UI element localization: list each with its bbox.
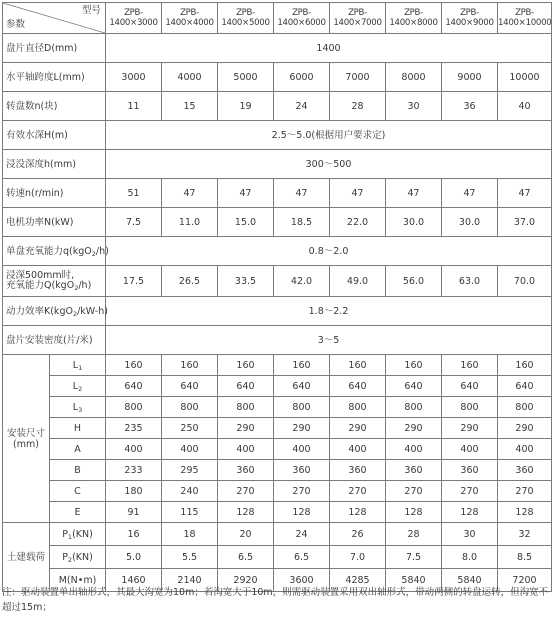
cell-value: 11 [106,92,162,121]
cell-value: 6.5 [218,546,274,569]
cell-value: 7.5 [386,546,442,569]
model-header: ZPB-1400×5000 [218,3,274,34]
cell-value: 160 [218,355,274,376]
cell-value: 7.5 [106,208,162,237]
density-row [3,326,552,355]
civil-symbol [50,523,106,546]
row-label [3,297,106,326]
cell-value: 24 [274,92,330,121]
symbol-text: L [72,401,79,413]
cell-value: 290 [218,418,274,439]
cell-value: 800 [106,397,162,418]
cell-value: 3000 [106,63,162,92]
cell-value: 18 [162,523,218,546]
cell-value: 30.0 [442,208,498,237]
model-header: ZPB-1400×4000 [162,3,218,34]
label-part: /h) [78,280,92,291]
symbol-text: P [62,528,68,540]
cell-value: 30 [386,92,442,121]
cell-value: 640 [106,376,162,397]
cell-value: 49.0 [330,266,386,297]
cell-value: 400 [330,439,386,460]
cell-value: 640 [442,376,498,397]
symbol-text: L [72,359,79,371]
symbol-text: C [74,485,81,497]
symbol-text: E [74,506,81,518]
cell-value: 70.0 [498,266,552,297]
symbol-text: B [74,464,81,476]
cell-value: 640 [274,376,330,397]
cell-value: 640 [162,376,218,397]
cell-value: 5.0 [106,546,162,569]
cell-value: 24 [274,523,330,546]
cell-value: 360 [330,460,386,481]
model-header: ZPB-1400×6000 [274,3,330,34]
cell-value: 290 [330,418,386,439]
label-part: /h) [95,245,109,257]
symbol-unit: (KN) [72,528,93,540]
cell-value: 240 [162,481,218,502]
cell-value: 3600 [274,569,330,592]
diameter-row [3,34,552,63]
merged-value: 0.8～2.0 [106,237,552,266]
cell-value: 235 [106,418,162,439]
model-label: 型号 [81,5,101,16]
cell-value: 42.0 [274,266,330,297]
install-group-label: 安装尺寸(mm) [3,355,50,523]
label-sub: 2 [72,309,78,318]
label-part: /kW-h) [77,305,108,317]
install-symbol [50,397,106,418]
merged-value: 2.5～5.0(根据用户要求定) [106,121,552,150]
install-symbol [50,439,106,460]
cell-value: 7000 [330,63,386,92]
cell-value: 30.0 [386,208,442,237]
symbol-text: P [62,551,68,563]
cell-value: 47 [218,179,274,208]
label-sub: 2 [74,284,79,292]
row-label: 有效水深H(m) [3,121,106,150]
cell-value: 6000 [274,63,330,92]
cell-value: 800 [274,397,330,418]
cell-value: 290 [498,418,552,439]
cell-value: 22.0 [330,208,386,237]
cell-value: 160 [162,355,218,376]
cell-value: 128 [274,502,330,523]
symbol-sub: 1 [67,532,73,541]
oxygen-single-row [3,237,552,266]
cell-value: 47 [442,179,498,208]
cell-value: 1460 [106,569,162,592]
cell-value: 400 [218,439,274,460]
install-row [3,418,552,439]
label-part: 浸深500mm时, [6,270,75,281]
merged-value: 1.8～2.2 [106,297,552,326]
install-row [3,502,552,523]
row-label: 盘片安装密度(片/米) [3,326,106,355]
power-row [3,208,552,237]
cell-value: 56.0 [386,266,442,297]
install-symbol [50,355,106,376]
cell-value: 160 [274,355,330,376]
row-label: 浸没深度h(mm) [3,150,106,179]
label-part: 动力效率K(kgO [6,305,73,317]
install-row [3,460,552,481]
cell-value: 5000 [218,63,274,92]
cell-value: 800 [386,397,442,418]
cell-value: 360 [498,460,552,481]
cell-value: 640 [386,376,442,397]
cell-value: 33.5 [218,266,274,297]
civil-row [3,546,552,569]
params-label: 参数 [6,19,26,30]
cell-value: 233 [106,460,162,481]
cell-value: 360 [218,460,274,481]
install-row [3,355,552,376]
cell-value: 270 [274,481,330,502]
header-corner-cell [3,3,106,34]
cell-value: 160 [330,355,386,376]
cell-value: 400 [162,439,218,460]
span-row [3,63,552,92]
cell-value: 400 [386,439,442,460]
cell-value: 32 [498,523,552,546]
merged-value: 3～5 [106,326,552,355]
cell-value: 26 [330,523,386,546]
cell-value: 16 [106,523,162,546]
efficiency-row [3,297,552,326]
row-label: 电机功率N(kW) [3,208,106,237]
cell-value: 400 [442,439,498,460]
footnote: 注：驱动装置单出轴形式，其最大沟宽为10m；若沟宽大于10m，则需驱动装置采用双出轴形式，带动两侧的转盘运转，但沟宽不超过15m； [2,587,549,613]
cell-value: 30 [442,523,498,546]
cell-value: 400 [106,439,162,460]
cell-value: 270 [442,481,498,502]
cell-value: 800 [498,397,552,418]
install-symbol [50,481,106,502]
install-symbol [50,502,106,523]
cell-value: 295 [162,460,218,481]
symbol-text: A [74,443,81,455]
cell-value: 28 [386,523,442,546]
symbol-text: L [72,380,79,392]
cell-value: 10000 [498,63,552,92]
row-label: 转速n(r/min) [3,179,106,208]
cell-value: 40 [498,92,552,121]
civil-group-label: 土建载荷 [3,523,50,592]
model-header: ZPB-1400×9000 [442,3,498,34]
header-row [3,3,552,34]
cell-value: 128 [442,502,498,523]
cell-value: 7.0 [330,546,386,569]
cell-value: 7200 [498,569,552,592]
cell-value: 4000 [162,63,218,92]
symbol-text: H [73,422,82,434]
cell-value: 11.0 [162,208,218,237]
discs-row [3,92,552,121]
cell-value: 128 [386,502,442,523]
model-header: ZPB-1400×3000 [106,3,162,34]
model-header: ZPB-1400×7000 [330,3,386,34]
symbol-text: M(N•m) [58,574,97,586]
depth-row [3,121,552,150]
cell-value: 19 [218,92,274,121]
cell-value: 270 [330,481,386,502]
cell-value: 5840 [442,569,498,592]
cell-value: 63.0 [442,266,498,297]
cell-value: 8.5 [498,546,552,569]
cell-value: 115 [162,502,218,523]
install-row [3,397,552,418]
label-part: 单盘充氧能力q(kgO [6,245,92,257]
cell-value: 250 [162,418,218,439]
immersion-row [3,150,552,179]
cell-value: 800 [162,397,218,418]
cell-value: 2140 [162,569,218,592]
cell-value: 160 [442,355,498,376]
merged-value: 300～500 [106,150,552,179]
symbol-sub: 2 [78,384,83,393]
install-row [3,439,552,460]
cell-value: 47 [330,179,386,208]
cell-value: 160 [386,355,442,376]
cell-value: 15 [162,92,218,121]
cell-value: 26.5 [162,266,218,297]
cell-value: 160 [106,355,162,376]
speed-row [3,179,552,208]
row-label: 盘片直径D(mm) [3,34,106,63]
cell-value: 9000 [442,63,498,92]
merged-value: 1400 [106,34,552,63]
cell-value: 270 [218,481,274,502]
cell-value: 47 [498,179,552,208]
row-label [3,266,106,297]
cell-value: 290 [386,418,442,439]
cell-value: 640 [498,376,552,397]
cell-value: 160 [498,355,552,376]
cell-value: 360 [386,460,442,481]
cell-value: 47 [162,179,218,208]
cell-value: 800 [218,397,274,418]
civil-row [3,523,552,546]
install-symbol [50,460,106,481]
cell-value: 128 [218,502,274,523]
cell-value: 400 [274,439,330,460]
cell-value: 91 [106,502,162,523]
cell-value: 360 [274,460,330,481]
cell-value: 640 [330,376,386,397]
row-label [3,237,109,266]
oxygen-500-row [3,266,552,297]
label-sub: 2 [91,249,96,258]
cell-value: 270 [386,481,442,502]
install-row [3,376,552,397]
row-label: 转盘数n(块) [3,92,106,121]
cell-value: 17.5 [106,266,162,297]
cell-value: 6.5 [274,546,330,569]
cell-value: 18.5 [274,208,330,237]
cell-value: 2920 [218,569,274,592]
cell-value: 5840 [386,569,442,592]
cell-value: 47 [274,179,330,208]
cell-value: 128 [498,502,552,523]
install-row [3,481,552,502]
cell-value: 51 [106,179,162,208]
cell-value: 640 [218,376,274,397]
cell-value: 37.0 [498,208,552,237]
cell-value: 28 [330,92,386,121]
cell-value: 800 [330,397,386,418]
cell-value: 400 [498,439,552,460]
cell-value: 8000 [386,63,442,92]
model-header: ZPB-1400×10000 [498,3,552,34]
symbol-unit: (KN) [72,551,93,563]
cell-value: 8.0 [442,546,498,569]
spec-table [2,2,552,592]
cell-value: 290 [442,418,498,439]
model-header: ZPB-1400×8000 [386,3,442,34]
symbol-sub: 1 [78,363,83,372]
cell-value: 36 [442,92,498,121]
cell-value: 128 [330,502,386,523]
cell-value: 360 [442,460,498,481]
cell-value: 47 [386,179,442,208]
cell-value: 4285 [330,569,386,592]
row-label: 水平轴跨度L(mm) [3,63,106,92]
cell-value: 800 [442,397,498,418]
install-symbol [50,376,106,397]
cell-value: 15.0 [218,208,274,237]
cell-value: 270 [498,481,552,502]
install-symbol [50,418,106,439]
cell-value: 20 [218,523,274,546]
civil-symbol [50,546,106,569]
cell-value: 180 [106,481,162,502]
cell-value: 290 [274,418,330,439]
cell-value: 5.5 [162,546,218,569]
symbol-sub: 2 [67,555,73,564]
symbol-sub: 3 [78,405,83,414]
label-part: 充氧能力Q(kgO [6,280,75,291]
